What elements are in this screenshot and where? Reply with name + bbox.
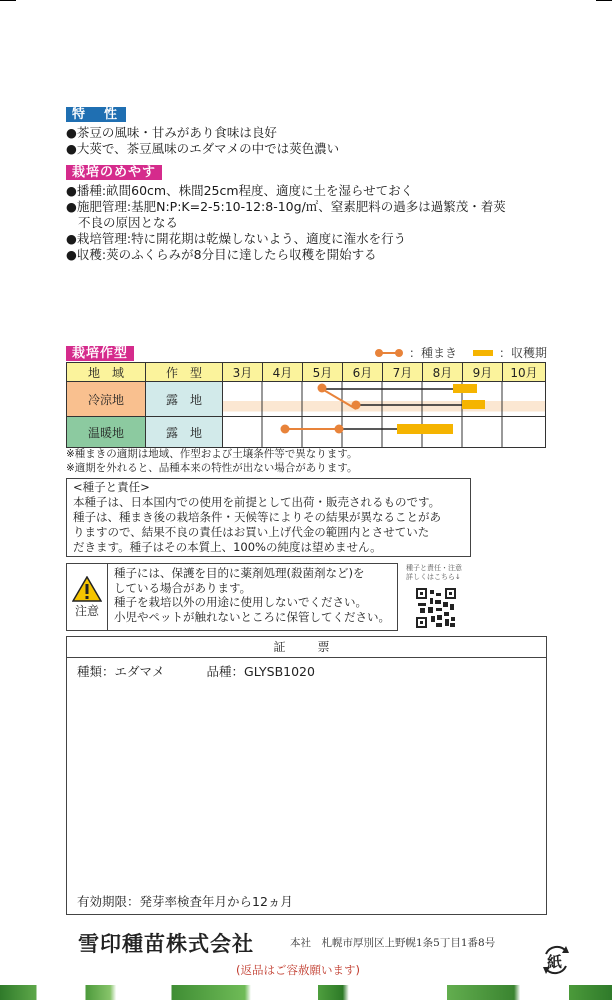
region-cell: 温暖地 <box>67 417 146 448</box>
paper-recycle-icon <box>538 942 574 978</box>
caution-line: している場合があります。 <box>114 580 252 595</box>
sowing-legend-label: ：種まき <box>409 346 458 360</box>
certificate-variety: 品種：GLYSB1020 <box>206 664 315 679</box>
type-cell: 露 地 <box>146 382 223 417</box>
schedule-legend <box>375 344 547 361</box>
responsibility-title: <種子と責任> <box>73 480 150 494</box>
caution-line: 種子には、保護を目的に薬剤処理(殺菌剤など)を <box>114 566 365 580</box>
header-month: 8月 <box>423 363 463 382</box>
company-name: 雪印種苗株式会社 <box>78 931 254 956</box>
harvest-legend-icon <box>473 350 493 356</box>
header-month: 10月 <box>503 363 546 382</box>
qr-block <box>406 564 466 632</box>
header-month: 4月 <box>263 363 303 382</box>
paper-mark-label: 紙 <box>547 953 563 971</box>
qr-code-icon[interactable] <box>416 588 456 628</box>
responsibility-line: りますので、結果不良の責任はお買い上げ代金の範囲内とさせていた <box>73 525 430 539</box>
header-month: 7月 <box>383 363 423 382</box>
certificate-box <box>66 636 547 915</box>
certificate-info-row <box>67 658 546 684</box>
sowing-legend-icon <box>375 348 403 358</box>
header-month: 3月 <box>223 363 263 382</box>
region-cell: 冷涼地 <box>67 382 146 417</box>
header-month: 5月 <box>303 363 343 382</box>
header-month: 9月 <box>463 363 503 382</box>
harvest-legend-label: ：収穫期 <box>499 346 548 360</box>
trait-item: ●茶豆の風味・甘みがあり食味は良好 <box>66 125 277 140</box>
crop-mark-right <box>596 0 612 1</box>
certificate-title: 証 票 <box>67 637 546 658</box>
schedule-note: ※適期を外れると、品種本来の特性が出ない場合があります。 <box>66 462 358 474</box>
header-region: 地 域 <box>67 363 146 382</box>
edamame-photo-strip <box>0 985 612 1000</box>
caution-text <box>108 564 396 630</box>
responsibility-line: 本種子は、日本国内での使用を前提として出荷・販売されるものです。 <box>73 495 441 509</box>
schedule-notes <box>66 447 357 475</box>
warning-icon <box>72 576 102 602</box>
type-cell: 露 地 <box>146 417 223 448</box>
header-month: 6月 <box>343 363 383 382</box>
guide-section <box>66 161 506 263</box>
traits-list <box>66 125 339 157</box>
guide-item-management: ●栽培管理:特に開花期は乾燥しないよう、適度に潅水を行う <box>66 231 407 246</box>
company-address: 本社 札幌市厚別区上野幌1条5丁目1番8号 <box>290 937 496 949</box>
caution-icon-cell <box>67 564 108 630</box>
return-note: (返品はご容赦願います) <box>236 963 360 977</box>
guide-label: 栽培のめやす <box>66 165 162 180</box>
schedule-timeline-overlay <box>222 381 545 447</box>
guide-list <box>66 183 506 263</box>
responsibility-line: だきます。種子はその本質上、100%の純度は望めません。 <box>73 540 382 554</box>
schedule-header-row <box>67 363 546 382</box>
certificate-expiry: 有効期限：発芽率検査年月から12ヵ月 <box>77 894 293 909</box>
caution-line: 種子を栽培以外の用途に使用しないでください。 <box>114 595 367 609</box>
guide-item-sowing: ●播種:畝間60cm、株間25cm程度、適度に土を湿らせておく <box>66 183 414 198</box>
schedule-label: 栽培作型 <box>66 346 134 361</box>
guide-item-harvest: ●収穫:莢のふくらみが8分目に達したら収穫を開始する <box>66 247 377 262</box>
guide-item-fertilizer: ●施肥管理:基肥N:P:K=2-5:10-12:8-10g/㎡、窒素肥料の過多は過繁茂・着莢 <box>66 199 506 214</box>
crop-mark-left <box>0 0 16 1</box>
caution-label: 注意 <box>74 603 99 618</box>
certificate-kind: 種類：エダマメ <box>77 664 165 679</box>
header-type: 作 型 <box>146 363 223 382</box>
caution-line: 小児やペットが触れないところに保管してください。 <box>114 609 390 624</box>
responsibility-box <box>66 478 471 557</box>
responsibility-line: 種子は、種まき後の栽培条件・天候等によりその結果が異なることがあ <box>73 510 441 524</box>
qr-caption: 種子と責任・注意 <box>406 564 462 572</box>
schedule-section <box>66 342 134 362</box>
trait-item: ●大莢で、茶豆風味のエダマメの中では莢色濃い <box>66 141 340 156</box>
traits-section <box>66 103 339 157</box>
guide-item-fertilizer-cont: 不良の原因となる <box>78 215 179 230</box>
traits-label: 特 性 <box>66 107 126 122</box>
schedule-note: ※種まきの適期は地域、作型および土壌条件等で異なります。 <box>66 448 358 460</box>
caution-box <box>66 563 398 631</box>
qr-caption: 詳しくはこちら↓ <box>406 573 461 581</box>
